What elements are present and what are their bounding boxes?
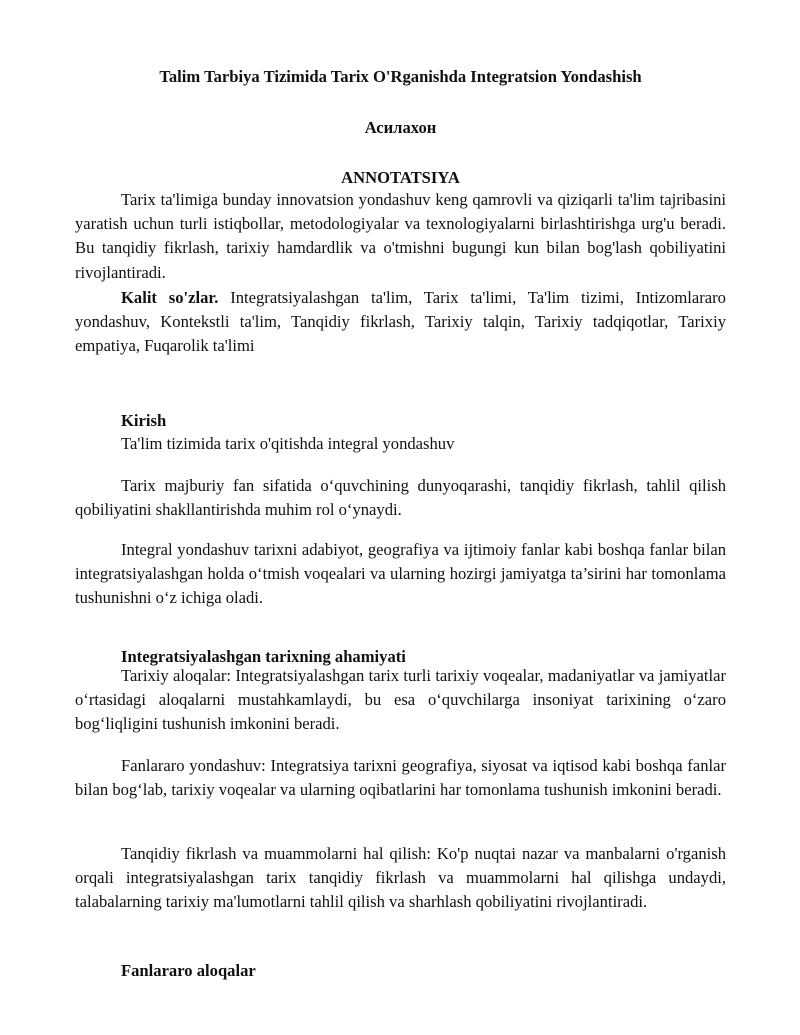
- keywords-label: Kalit so'zlar.: [121, 288, 219, 307]
- importance-heading: Integratsiyalashgan tarixning ahamiyati: [121, 647, 406, 666]
- keywords-text: Integratsiyalashgan ta'lim, Tarix ta'limi, Ta'lim tizimi, Intizomlararo yondashuv, Kontekstli ta'lim, Tanqidiy fikrlash, Tarixiy talqin, Tarixiy tadqiqotlar, Tarixiy empatiya, Fuqarolik ta'limi: [75, 288, 726, 356]
- intro-paragraph-1: Tarix majburiy fan sifatida o‘quvchining dunyoqarashi, tanqidiy fikrlash, tahlil qilish qobiliyatini shakllantirishda muhim rol o‘ynaydi.: [75, 476, 726, 520]
- importance-paragraph-1: Tarixiy aloqalar: Integratsiyalashgan tarix turli tarixiy voqealar, madaniyatlar va jamiyatlar o‘rtasidagi aloqalarni mustahkamlaydi, bu esa o‘quvchilarga insoniyat tarixining o‘zaro bog‘liqligini tushunish imkonini beradi.: [75, 666, 726, 734]
- intro-subtitle: Ta'lim tizimida tarix o'qitishda integral yondashuv: [121, 434, 455, 453]
- keywords-paragraph: [75, 286, 726, 359]
- importance-paragraph-2: Fanlararo yondashuv: Integratsiya tarixni geografiya, siyosat va iqtisod kabi boshqa fanlar bilan bog‘lab, tarixiy voqealar va ularning oqibatlarini har tomonlama tushunish imkonini beradi.: [75, 756, 726, 800]
- interdisciplinary-heading: Fanlararo aloqalar: [121, 961, 256, 980]
- author-name: Асилахон: [364, 118, 437, 137]
- importance-paragraph-3: Tanqidiy fikrlash va muammolarni hal qilish: Ko'p nuqtai nazar va manbalarni o'rganish orqali integratsiyalashgan tarix tanqidiy fikrlash va muammolarni hal qilishga undaydi, talabalarning tarixiy ma'lumotlarni tahlil qilish va sharhlash qobiliyatini rivojlantiradi.: [75, 844, 726, 912]
- intro-paragraph-2: Integral yondashuv tarixni adabiyot, geografiya va ijtimoiy fanlar kabi boshqa fanlar bilan integratsiyalashgan holda o‘tmish voqealari va ularning hozirgi jamiyatga ta’sirini har tomonlama tushunishni o‘z ichiga oladi.: [75, 540, 726, 608]
- intro-heading: Kirish: [121, 411, 167, 430]
- document-title: Talim Tarbiya Tizimida Tarix O'Rganishda Integratsion Yondashish: [159, 67, 642, 86]
- annotation-text: Tarix ta'limiga bunday innovatsion yondashuv keng qamrovli va qiziqarli ta'lim tajribasini yaratish uchun turli istiqbollar, metodologiyalar va texnologiyalarni birlashtirishga urg'u beradi. Bu tanqidiy fikrlash, tarixiy hamdardlik va o'tmishni bugungi kun bilan bog'lash qobiliyatini rivojlantiradi.: [75, 190, 726, 282]
- annotation-heading: ANNOTATSIYA: [341, 168, 460, 187]
